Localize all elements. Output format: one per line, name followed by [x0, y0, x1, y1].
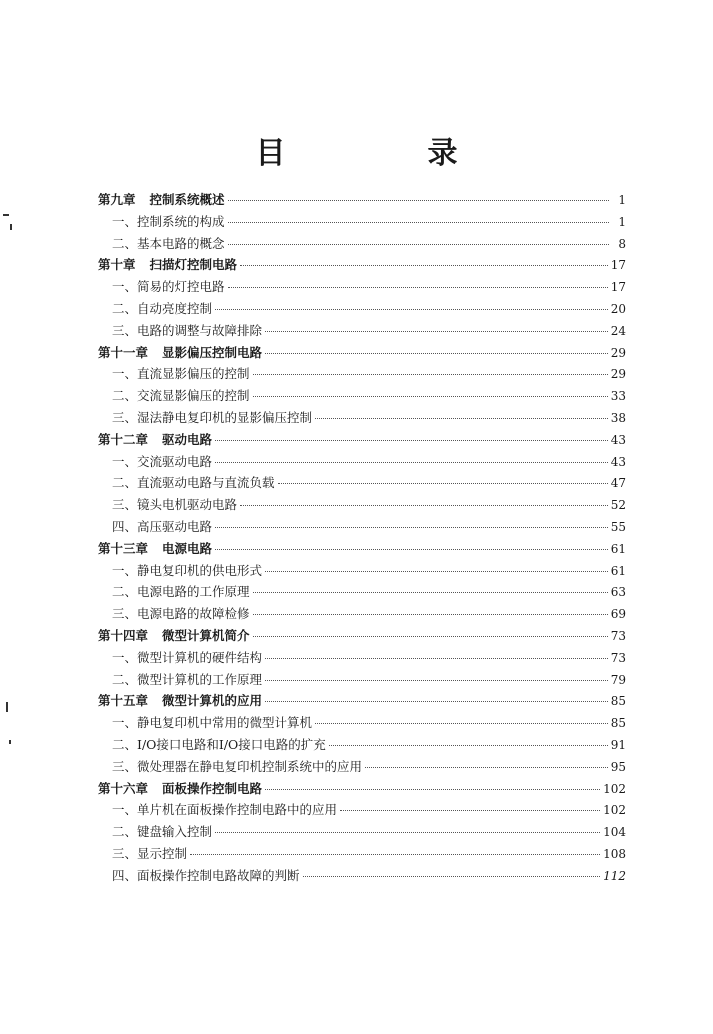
- toc-section-entry: [98, 516, 626, 538]
- dot-leader: [240, 265, 608, 266]
- toc-section-entry: [98, 472, 626, 494]
- dot-leader: [215, 440, 608, 441]
- page-number: 1: [618, 214, 626, 229]
- chapter-number: 第十二章: [98, 431, 149, 447]
- page-number: 69: [610, 607, 626, 622]
- entry-title: 三、显示控制: [112, 845, 188, 861]
- page-number: 102: [603, 803, 626, 818]
- toc-section-entry: [98, 799, 626, 821]
- scan-speck: [6, 702, 8, 712]
- page-number: 43: [610, 454, 626, 469]
- entry-label: [112, 669, 262, 691]
- entry-title: 二、键盘输入控制: [112, 824, 213, 840]
- toc-chapter-entry: [98, 690, 626, 712]
- toc-section-entry: [98, 494, 626, 516]
- entry-title: 一、静电复印机中常用的微型计算机: [112, 715, 313, 731]
- entry-label: [112, 494, 237, 516]
- toc-section-entry: [98, 843, 626, 865]
- entry-title: 电源电路: [162, 540, 213, 556]
- dot-leader: [253, 374, 608, 375]
- toc-section-entry: [98, 385, 626, 407]
- dot-leader: [303, 876, 601, 877]
- chapter-number: 第十三章: [98, 540, 149, 556]
- toc-section-entry: [98, 669, 626, 691]
- entry-label: [98, 538, 212, 560]
- page-number: 95: [610, 759, 626, 774]
- toc-section-entry: [98, 363, 626, 385]
- entry-label: [98, 429, 212, 451]
- entry-title: 显影偏压控制电路: [162, 344, 263, 360]
- entry-label: [112, 581, 250, 603]
- dot-leader: [265, 331, 608, 332]
- toc-section-entry: [98, 298, 626, 320]
- toc-chapter-entry: [98, 538, 626, 560]
- scan-speck: [3, 214, 9, 216]
- toc-section-entry: [98, 647, 626, 669]
- entry-title: 二、电源电路的工作原理: [112, 584, 250, 600]
- toc-section-entry: [98, 233, 626, 255]
- toc-section-entry: [98, 407, 626, 429]
- dot-leader: [253, 592, 608, 593]
- scan-speck: [9, 740, 11, 744]
- scan-speck: [10, 224, 12, 230]
- entry-title: 驱动电路: [162, 431, 213, 447]
- entry-label: [112, 385, 250, 407]
- entry-label: [112, 734, 326, 756]
- chapter-number: 第十六章: [98, 780, 149, 796]
- chapter-number: 第九章: [98, 192, 136, 207]
- dot-leader: [265, 571, 608, 572]
- page-number: 85: [610, 694, 626, 709]
- entry-label: [112, 865, 300, 887]
- dot-leader: [315, 418, 608, 419]
- dot-leader: [253, 614, 608, 615]
- page-number: 63: [610, 585, 626, 600]
- entry-label: [112, 799, 337, 821]
- toc-section-entry: [98, 603, 626, 625]
- entry-label: [112, 472, 275, 494]
- page-number: 102: [603, 781, 626, 796]
- toc-section-entry: [98, 451, 626, 473]
- page-number: 73: [610, 628, 626, 643]
- entry-title: 一、简易的灯控电路: [112, 279, 225, 295]
- dot-leader: [265, 353, 608, 354]
- page-number: 61: [610, 563, 626, 578]
- entry-title: 二、I/O接口电路和I/O接口电路的扩充: [112, 736, 326, 752]
- dot-leader: [215, 832, 600, 833]
- entry-label: [112, 712, 312, 734]
- entry-title: 二、基本电路的概念: [112, 235, 225, 251]
- page-number: 43: [610, 432, 626, 447]
- entry-title: 一、控制系统的构成: [112, 213, 225, 229]
- page-number: 17: [610, 280, 626, 295]
- dot-leader: [240, 505, 608, 506]
- dot-leader: [329, 745, 608, 746]
- entry-label: [112, 516, 212, 538]
- entry-label: [112, 233, 225, 255]
- dot-leader: [253, 636, 608, 637]
- page-number: 61: [610, 541, 626, 556]
- entry-label: [112, 320, 262, 342]
- entry-label: [112, 603, 250, 625]
- dot-leader: [265, 658, 608, 659]
- entry-title: 控制系统概述: [149, 192, 225, 207]
- page-number: 38: [610, 410, 626, 425]
- entry-label: [112, 276, 225, 298]
- page-number: 79: [610, 672, 626, 687]
- entry-title: 二、直流驱动电路与直流负载: [112, 475, 275, 491]
- entry-label: [98, 778, 262, 800]
- entry-title: 三、湿法静电复印机的显影偏压控制: [112, 409, 313, 425]
- dot-leader: [190, 854, 600, 855]
- entry-title: 二、微型计算机的工作原理: [112, 671, 263, 687]
- page-number: 24: [610, 323, 626, 338]
- page-number: 33: [610, 389, 626, 404]
- entry-label: [98, 342, 262, 364]
- entry-label: [98, 189, 225, 211]
- dot-leader: [265, 680, 608, 681]
- toc-section-entry: [98, 320, 626, 342]
- dot-leader: [228, 287, 608, 288]
- toc-chapter-entry: [98, 254, 626, 276]
- dot-leader: [228, 200, 609, 201]
- page-number: 55: [610, 519, 626, 534]
- entry-label: [112, 560, 262, 582]
- entry-label: [112, 363, 250, 385]
- toc-section-entry: [98, 756, 626, 778]
- dot-leader: [315, 723, 608, 724]
- entry-label: [98, 690, 262, 712]
- toc-section-entry: [98, 712, 626, 734]
- dot-leader: [278, 483, 608, 484]
- dot-leader: [228, 244, 609, 245]
- entry-label: [112, 298, 212, 320]
- page-number: 20: [610, 301, 626, 316]
- page-number: 91: [610, 737, 626, 752]
- entry-title: 一、交流驱动电路: [112, 453, 213, 469]
- dot-leader: [265, 701, 608, 702]
- toc-chapter-entry: [98, 429, 626, 451]
- chapter-number: 第十章: [98, 257, 136, 273]
- entry-title: 二、自动亮度控制: [112, 300, 213, 316]
- entry-title: 二、交流显影偏压的控制: [112, 388, 250, 404]
- toc-section-entry: [98, 560, 626, 582]
- entry-title: 三、电路的调整与故障排除: [112, 322, 263, 338]
- entry-label: [112, 451, 212, 473]
- page-number: 47: [610, 476, 626, 491]
- dot-leader: [253, 396, 608, 397]
- page-number: 8: [618, 236, 626, 251]
- entry-title: 一、单片机在面板操作控制电路中的应用: [112, 802, 338, 818]
- toc-chapter-entry: [98, 625, 626, 647]
- page-title: 目 录: [255, 136, 514, 171]
- toc-chapter-entry: [98, 342, 626, 364]
- page-number: 29: [610, 345, 626, 360]
- entry-label: [112, 647, 262, 669]
- dot-leader: [215, 549, 608, 550]
- entry-label: [112, 843, 187, 865]
- entry-title: 四、高压驱动电路: [112, 518, 213, 534]
- entry-title: 三、镜头电机驱动电路: [112, 497, 238, 513]
- entry-title: 一、静电复印机的供电形式: [112, 562, 263, 578]
- entry-title: 面板操作控制电路: [162, 780, 263, 796]
- page-number: 85: [610, 716, 626, 731]
- page-number: 52: [610, 498, 626, 513]
- entry-label: [112, 756, 362, 778]
- toc-section-entry: [98, 865, 626, 887]
- dot-leader: [215, 527, 608, 528]
- chapter-number: 第十一章: [98, 344, 149, 360]
- entry-title: 三、微处理器在静电复印机控制系统中的应用: [112, 758, 363, 774]
- toc-chapter-entry: [98, 189, 626, 211]
- toc-section-entry: [98, 581, 626, 603]
- entry-title: 扫描灯控制电路: [149, 257, 238, 273]
- dot-leader: [265, 789, 600, 790]
- chapter-number: 第十四章: [98, 627, 149, 643]
- entry-title: 三、电源电路的故障检修: [112, 606, 250, 622]
- entry-title: 四、面板操作控制电路故障的判断: [112, 867, 300, 883]
- entry-title: 微型计算机简介: [162, 627, 250, 643]
- dot-leader: [215, 309, 608, 310]
- toc-section-entry: [98, 734, 626, 756]
- entry-label: [112, 821, 212, 843]
- toc-chapter-entry: [98, 778, 626, 800]
- toc-section-entry: [98, 211, 626, 233]
- dot-leader: [215, 462, 608, 463]
- dot-leader: [228, 222, 609, 223]
- entry-title: 一、直流显影偏压的控制: [112, 366, 250, 382]
- page-number: 112: [603, 868, 626, 883]
- chapter-number: 第十五章: [98, 693, 149, 709]
- dot-leader: [365, 767, 608, 768]
- dot-leader: [340, 810, 600, 811]
- page-number: 17: [610, 258, 626, 273]
- toc-section-entry: [98, 276, 626, 298]
- entry-title: 微型计算机的应用: [162, 693, 263, 709]
- toc-section-entry: [98, 821, 626, 843]
- page-number: 104: [603, 825, 626, 840]
- page-number: 108: [603, 846, 626, 861]
- entry-label: [112, 407, 312, 429]
- entry-title: 一、微型计算机的硬件结构: [112, 649, 263, 665]
- toc-list: [98, 189, 626, 887]
- entry-label: [98, 625, 250, 647]
- page-number: 29: [610, 367, 626, 382]
- page-number: 1: [618, 193, 626, 207]
- entry-label: [98, 254, 237, 276]
- entry-label: [112, 211, 225, 233]
- page-number: 73: [610, 650, 626, 665]
